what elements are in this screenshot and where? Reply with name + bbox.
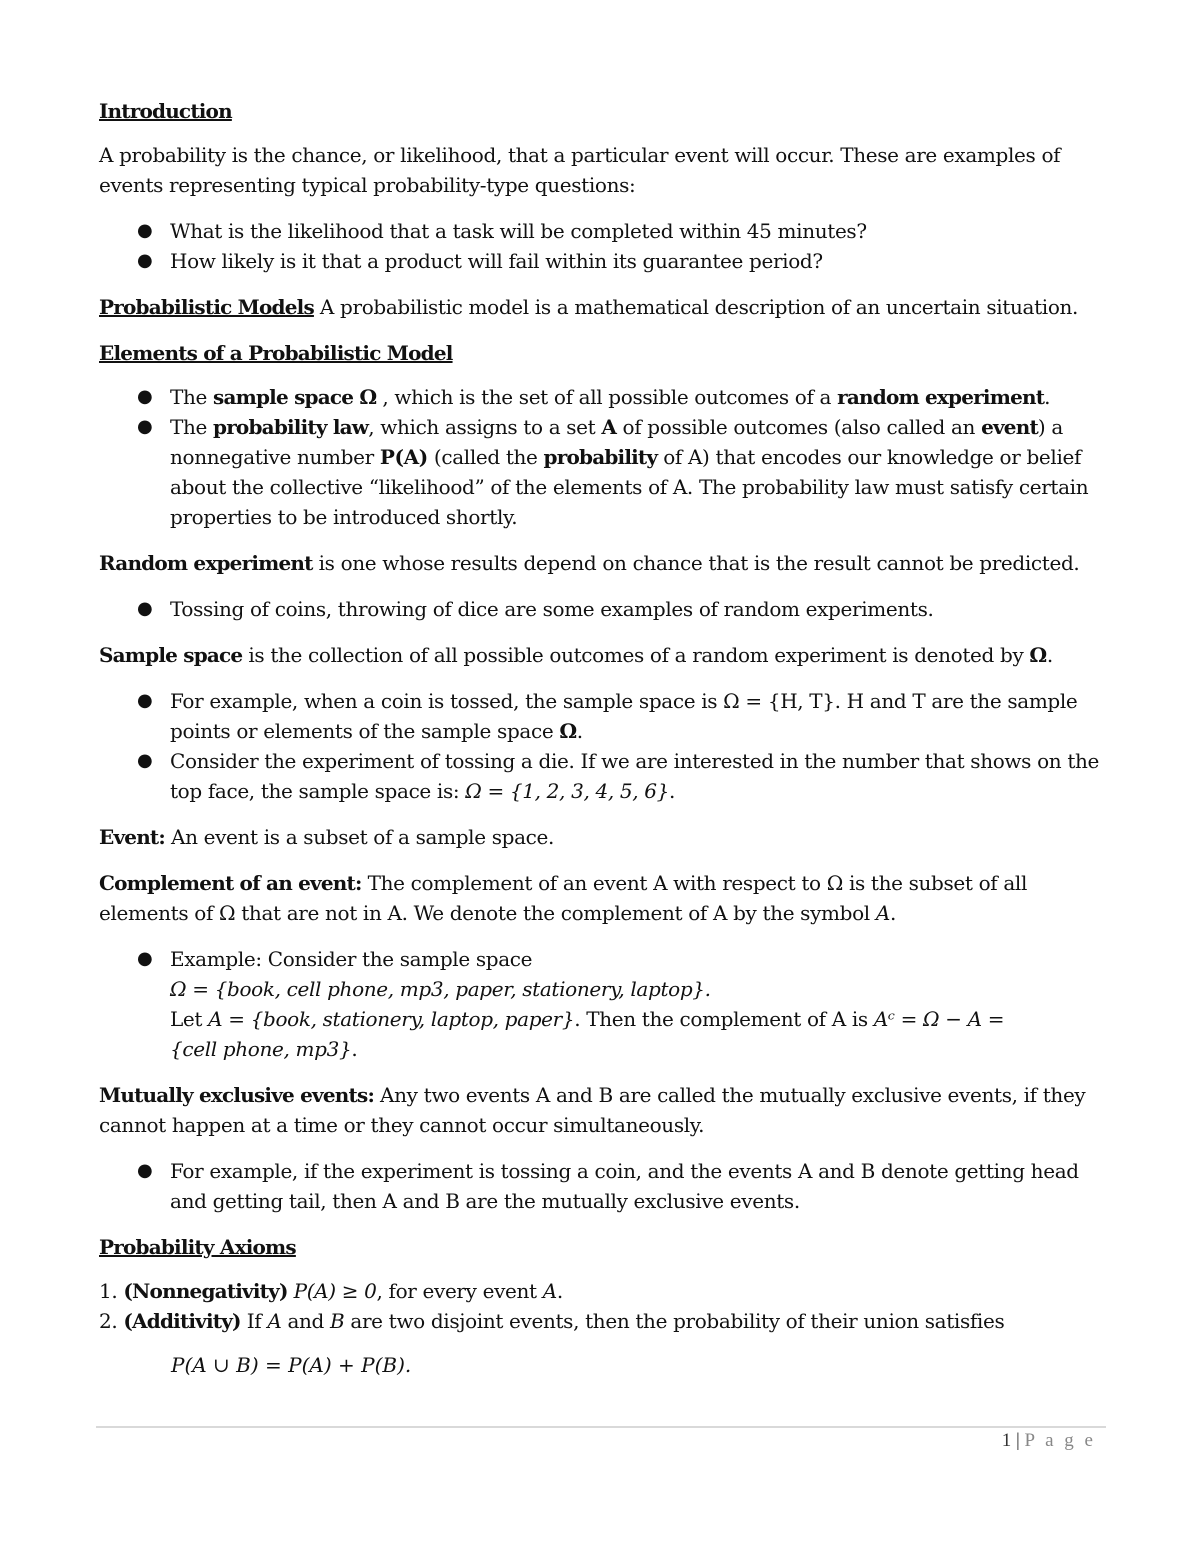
sample-space-list [99,686,1105,806]
random-experiment-list [99,594,1105,624]
footer-divider [96,1426,1106,1428]
intro-text: A probability is the chance, or likelihood, that a particular event will occur. These are examples of events representing typical probability-type questions: [99,143,1061,197]
bullet-icon: ● [137,948,153,969]
elements-heading: Elements of a Probabilistic Model [99,341,453,365]
bullet-icon: ● [137,690,153,711]
intro-bullet-list [99,216,1105,276]
bullet-icon: ● [137,416,153,437]
models-paragraph: Probabilistic Models A probabilistic model is a mathematical description of an uncertain situation. [99,295,1079,319]
elements-bullet-list [99,382,1105,532]
complement-paragraph: Complement of an event: The complement of an event A with respect to Ω is the subset of all elements of Ω that are not in A. We denote the complement of A by the symbol A. [99,871,1028,925]
page-label: P a g e [1024,1430,1096,1451]
complement-list [99,944,1105,1064]
document-page [99,96,1105,1380]
list-item: ● How likely is it that a product will fail within its guarantee period? [99,246,1105,276]
list-item: ● Consider the experiment of tossing a die. If we are interested in the number that shows on the top face, the sample space is: Ω = {1, 2, 3, 4, 5, 6}. [99,746,1105,806]
intro-heading: Introduction [99,99,232,123]
list-item: ● What is the likelihood that a task will be completed within 45 minutes? [99,216,1105,246]
list-item: ● Example: Consider the sample space Ω = {book, cell phone, mp3, paper, stationery, laptop}. Let A = {book, stationery, laptop, paper}. Then the complement of A is Aᶜ = Ω − A = {cell phone, mp3}. [99,944,1105,1064]
bullet-icon: ● [137,750,153,771]
page-number: 1 [1001,1430,1012,1451]
axioms-heading: Probability Axioms [99,1235,296,1259]
list-item: ● For example, if the experiment is tossing a coin, and the events A and B denote getting head and getting tail, then A and B are the mutually exclusive events. [99,1156,1105,1216]
bullet-icon: ● [137,598,153,619]
mutually-exclusive-list [99,1156,1105,1216]
bullet-icon: ● [137,1160,153,1181]
event-paragraph: Event: An event is a subset of a sample space. [99,825,555,849]
axiom-additivity: 2. (Additivity) If A and B are two disjoint events, then the probability of their union satisfies [99,1309,1005,1333]
bullet-icon: ● [137,220,153,241]
bullet-icon: ● [137,386,153,407]
random-experiment-paragraph: Random experiment is one whose results depend on chance that is the result cannot be predicted. [99,551,1080,575]
additivity-formula: P(A ∪ B) = P(A) + P(B). [171,1353,412,1377]
sample-space-paragraph: Sample space is the collection of all possible outcomes of a random experiment is denoted by Ω. [99,643,1053,667]
list-item: ● The sample space Ω , which is the set of all possible outcomes of a random experiment. [99,382,1105,412]
mutually-exclusive-paragraph: Mutually exclusive events: Any two events A and B are called the mutually exclusive events, if they cannot happen at a time or they cannot occur simultaneously. [99,1083,1086,1137]
list-item: ● For example, when a coin is tossed, the sample space is Ω = {H, T}. H and T are the sample points or elements of the sample space Ω. [99,686,1105,746]
page-footer: 1 | P a g e [1001,1430,1096,1451]
models-term: Probabilistic Models [99,295,314,319]
bullet-icon: ● [137,250,153,271]
axiom-nonnegativity: 1. (Nonnegativity) P(A) ≥ 0, for every event A. [99,1279,563,1303]
list-item: ● Tossing of coins, throwing of dice are some examples of random experiments. [99,594,1105,624]
list-item: ● The probability law, which assigns to a set A of possible outcomes (also called an event) a nonnegative number P(A) (called the probability of A) that encodes our knowledge or belief about the collective “likelihood” of the elements of A. The probability law must satisfy certain properties to be introduced shortly. [99,412,1105,532]
